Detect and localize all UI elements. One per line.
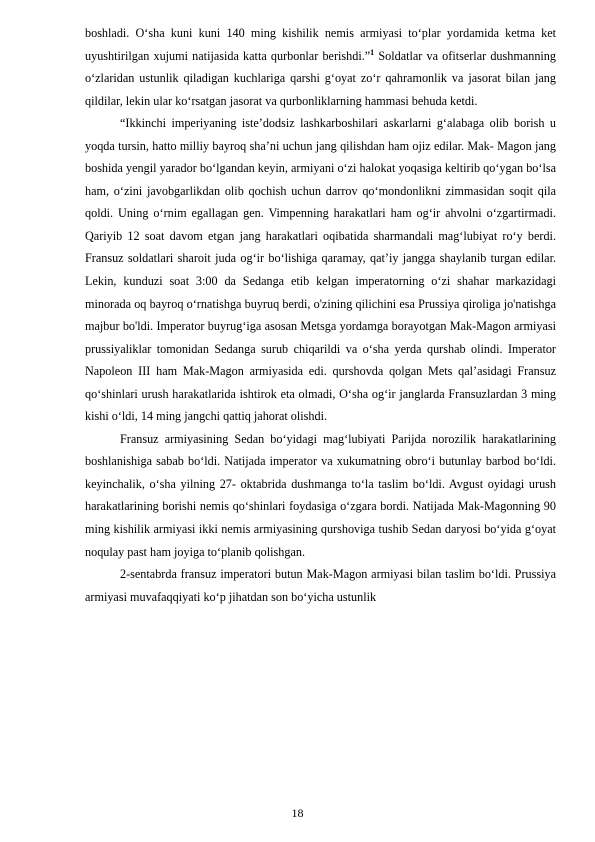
paragraph-4: 2-sentabrda fransuz imperatori butun Mak-Magon armiyasi bilan taslim bo‘ldi. Prussiya armiyasi muvafaqqiyati ko‘p jihatdan son bo‘yicha ustunlik (85, 567, 556, 604)
paragraph-1-text: boshladi. O‘sha kuni kuni 140 ming kishilik nemis armiyasi to‘plar yordamida ketma ket uyushtirilgan xujumi natijasida katta qurbonlar berishdi.” (85, 26, 556, 63)
paragraph-1-text-cont: Soldatlar va ofitserlar dushmanning o‘zlaridan ustunlik qiladigan kuchlariga qarshi g‘oyat zo‘r qahramonlik va jasorat bilan jang qildilar, lekin ular ko‘rsatgan jasorat va qurbonliklarning hammasi behuda ketdi. (85, 48, 556, 108)
footnote-marker[interactable]: 1 (370, 47, 375, 57)
document-page (85, 22, 556, 608)
paragraph-2: “Ikkinchi imperiyaning iste’dodsiz lashkarboshilari askarlarni g‘alabaga olib borish u yoqda tursin, hatto milliy bayroq sha’ni uchun jang qilishdan ham ojiz edilar. Mak- Magon jang boshida yengil yarador bo‘lgandan keyin, armiyani o‘zi halokat yoqasiga keltirib qo‘ygan bo‘lsa ham, o‘zini javobgarlikdan olib qochish uchun darrov qo‘mondonlikni zimmasidan soqit qila qoldi. Uning o‘rnim egallagan gen. Vimpenning harakatlari ham og‘ir ahvolni o‘zgartirmadi. Qariyib 12 soat davom etgan jang harakatlari oqibatida sharmandali mag‘lubiyat ro‘y berdi. Fransuz soldatlari sharoit juda og‘ir bo‘lishiga qaramay, qat’iy jangga shaylanib turgan edilar. Lekin, kunduzi soat 3:00 da Sedanga etib kelgan imperatorning o‘zi shahar markazidagi minorada oq bayroq o‘rnatishga buyruq berdi, o'zining qilichini esa Prussiya qiroliga jo'natishga majbur bo'ldi. Imperator buyrug‘iga asosan Metsga yordamga borayotgan Mak-Magon armiyasi prussiyaliklar tomonidan Sedanga surub chiqarildi va o‘sha yerda qurshab olindi. Imperator Napoleon III ham Mak-Magon armiyasida edi. qurshovda qolgan Mets qal’asidagi Fransuz qo‘shinlari urush harakatlarida ishtirok eta olmadi, O‘sha og‘ir janglarda Fransuzlardan 3 ming kishi o‘ldi, 14 ming jangchi qattiq jahorat olishdi. (85, 116, 556, 424)
paragraph-3: Fransuz armiyasining Sedan bo‘yidagi mag‘lubiyati Parijda norozilik harakatlarining boshlanishiga sabab bo‘ldi. Natijada imperator va xukumatning obro‘i butunlay barbod bo‘ldi. keyinchalik, o‘sha yilning 27- oktabrida dushmanga to‘la taslim bo‘ldi. Avgust oyidagi urush harakatlarining borishi nemis qo‘shinlari foydasiga o‘zgara bordi. Natijada Mak-Magonning 90 ming kishilik armiyasi ikki nemis armiyasining qurshoviga tushib Sedan daryosi bo‘yida g‘oyat noqulay past ham joyiga to‘planib qolishgan. (85, 431, 556, 559)
paragraph-1 (85, 22, 556, 112)
page-number: 18 (291, 806, 304, 820)
